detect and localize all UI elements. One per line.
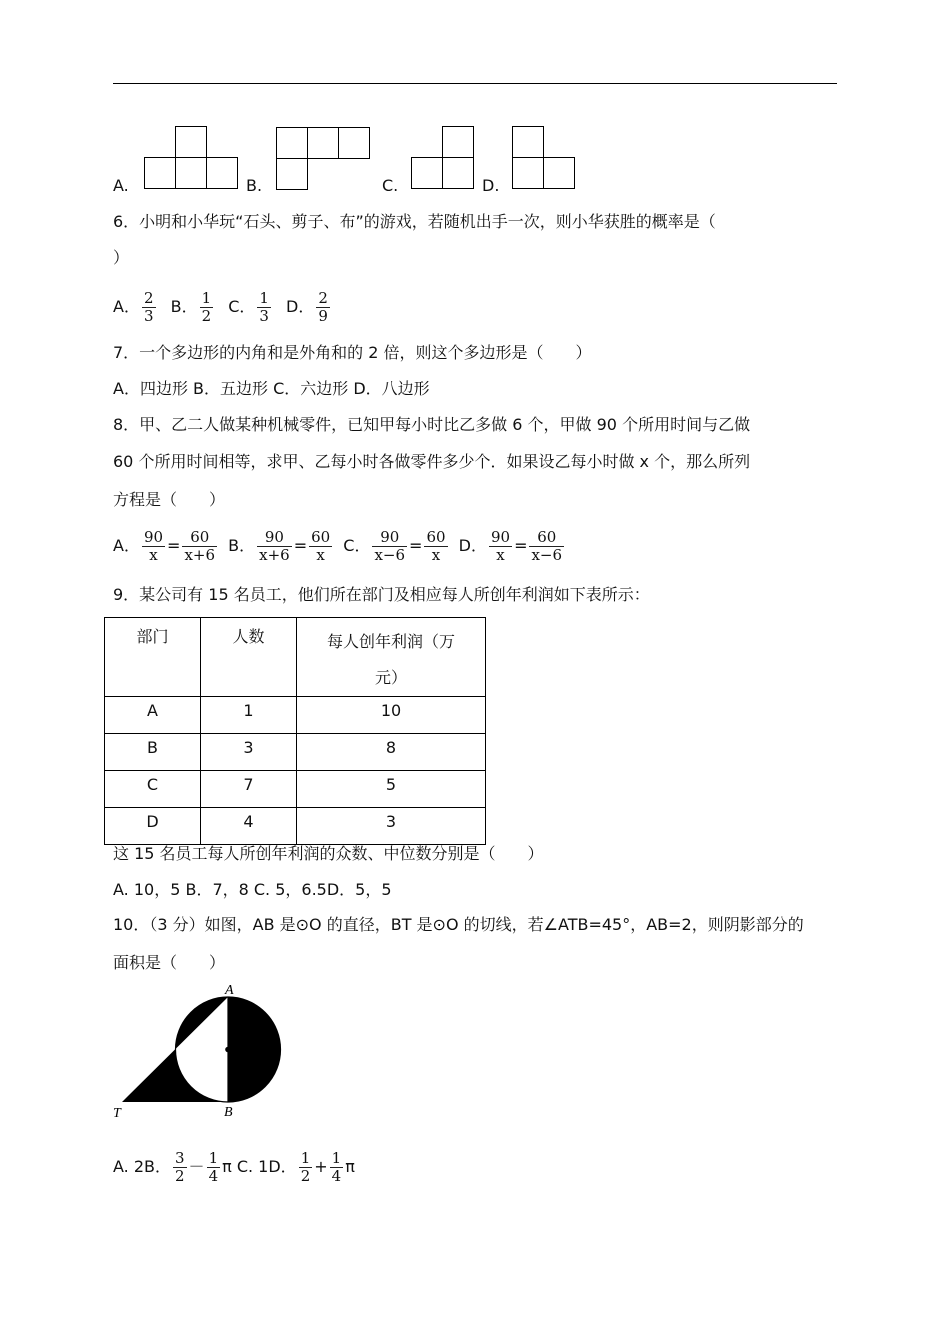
- table-cell: 5: [297, 771, 486, 808]
- table-cell: 8: [297, 734, 486, 771]
- q5-option-a-figure: [140, 124, 240, 190]
- q8-option-a: A． $\frac{90}{x}$ = $\frac{60}{x+6}$: [113, 528, 216, 564]
- table-header-row: [105, 618, 486, 697]
- q9-question: 这 15 名员工每人所创年利润的众数、中位数分别是（ ）: [113, 844, 544, 863]
- table-cell: D: [105, 808, 201, 845]
- q5-option-c-label: C.: [382, 176, 399, 195]
- circle-tangent-figure: [108, 980, 288, 1125]
- q8-stem-line3: 方程是（ ）: [113, 490, 226, 509]
- table-row: [105, 697, 486, 734]
- table-cell: B: [105, 734, 201, 771]
- table-cell: A: [105, 697, 201, 734]
- table-header-cell: 部门: [105, 618, 201, 697]
- q5-option-b-label: B.: [246, 176, 263, 195]
- q8-stem-line2: 60 个所用时间相等，求甲、乙每小时各做零件多少个．如果设乙每小时做 x 个，那么所列: [113, 452, 751, 471]
- q5-option-a-label: A.: [113, 176, 129, 195]
- table-cell: 4: [201, 808, 297, 845]
- q8-stem-line1: 8．甲、乙二人做某种机械零件，已知甲每小时比乙多做 6 个，甲做 90 个所用时间与乙做: [113, 415, 751, 434]
- header-rule: [113, 83, 837, 84]
- label-a: A: [225, 983, 234, 998]
- q7-options: A．四边形 B．五边形 C．六边形 D．八边形: [113, 379, 430, 398]
- q10-stem-line2: 面积是（ ）: [113, 953, 226, 972]
- q7-stem: 7．一个多边形的内角和是外角和的 2 倍，则这个多边形是（ ）: [113, 343, 592, 362]
- q9-options: A. 10，5 B．7，8 C. 5，6.5D．5，5: [113, 880, 392, 899]
- q6-option-a: A． $\frac{2}{3}$: [113, 289, 154, 325]
- table-row: [105, 771, 486, 808]
- q5-option-d-figure: [509, 124, 579, 190]
- table-header-cell: 人数: [201, 618, 297, 697]
- profit-table: [104, 617, 486, 845]
- q9-stem: 9．某公司有 15 名员工，他们所在部门及相应每人所创年利润如下表所示：: [113, 585, 650, 604]
- q6-options: [113, 287, 332, 327]
- q6-stem-line1: 6．小明和小华玩“石头、剪子、布”的游戏，若随机出手一次，则小华获胜的概率是（: [113, 212, 716, 231]
- label-b: B: [224, 1105, 233, 1120]
- table-cell: 7: [201, 771, 297, 808]
- table-cell: 3: [201, 734, 297, 771]
- q5-option-c-figure: [408, 124, 478, 190]
- table-cell: 3: [297, 808, 486, 845]
- q10-stem-line1: 10．（3 分）如图，AB 是⊙O 的直径，BT 是⊙O 的切线，若∠ATB=45°，AB=2，则阴影部分的: [113, 915, 804, 934]
- q10-options: [113, 1147, 355, 1187]
- shaded-region: [122, 997, 281, 1102]
- q6-option-b: B． $\frac{1}{2}$: [170, 289, 212, 325]
- table-cell: C: [105, 771, 201, 808]
- label-t: T: [113, 1106, 121, 1121]
- q8-options: [113, 526, 566, 566]
- q10-option-d: D． $\frac{1}{2}$ + $\frac{1}{4}$ π: [268, 1149, 355, 1185]
- table-cell: 1: [201, 697, 297, 734]
- q5-option-d-label: D.: [482, 176, 500, 195]
- table-row: [105, 808, 486, 845]
- table-row: [105, 734, 486, 771]
- q6-option-d: D． $\frac{2}{9}$: [286, 289, 328, 325]
- table-header-cell: 每人创年利润（万 元）: [297, 618, 486, 697]
- q10-option-c: C. 1: [231, 1157, 269, 1176]
- q6-option-c: C． $\frac{1}{3}$: [228, 289, 269, 325]
- q8-option-d: D． $\frac{90}{x}$ = $\frac{60}{x-6}$: [458, 528, 563, 564]
- q8-option-b: B． $\frac{90}{x+6}$ = $\frac{60}{x}$: [228, 528, 331, 564]
- q10-option-a: A. 2: [113, 1157, 145, 1176]
- q6-stem-line2: ）: [113, 248, 130, 267]
- label-o: O: [234, 1043, 245, 1058]
- table-cell: 10: [297, 697, 486, 734]
- center-point: [225, 1047, 231, 1053]
- q10-option-b: B． $\frac{3}{2}$ － $\frac{1}{4}$ π: [144, 1149, 232, 1185]
- q8-option-c: C． $\frac{90}{x-6}$ = $\frac{60}{x}$: [343, 528, 446, 564]
- q5-option-b-figure: [273, 124, 373, 190]
